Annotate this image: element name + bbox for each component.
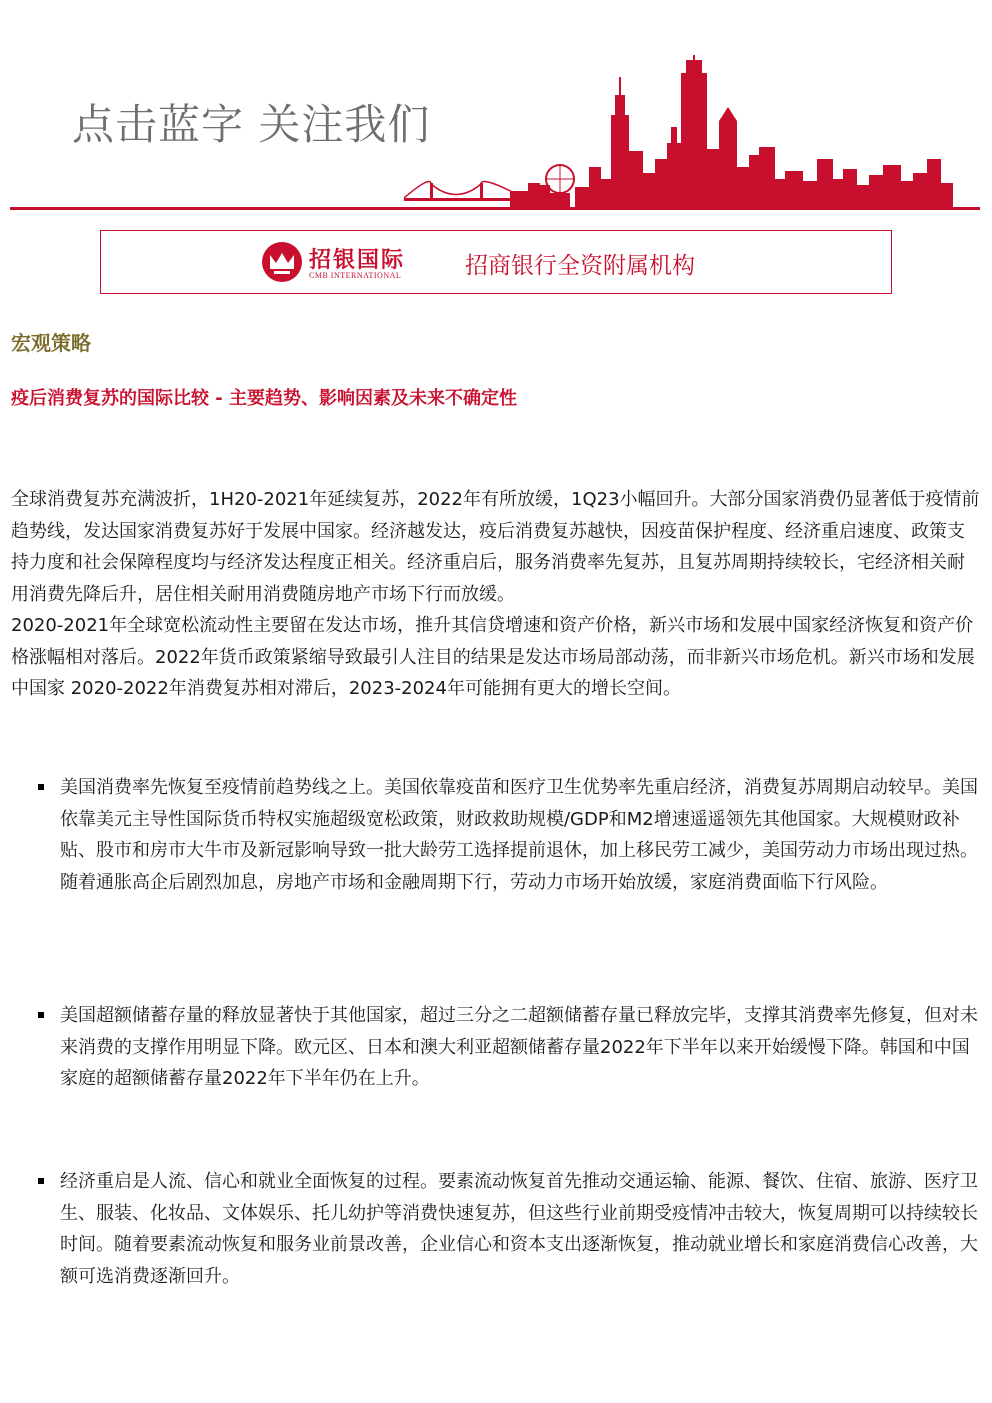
section-label: 宏观策略 [11,331,91,355]
bullet-text [60,1166,980,1292]
bullet-item [38,772,980,898]
bullet-item [38,1166,980,1292]
bullet-body: 美国依靠疫苗和医疗卫生优势率先重启经济，消费复苏周期启动较早。美国依靠美元主导性国际货币特权实施超级宽松政策，财政救助规模/GDP和M2增速遥遥领先其他国家。大规模财政补贴、股市和房市大牛市及新冠影响导致一批大龄劳工选择提前退休，加上移民劳工减少，美国劳动力市场出现过热。随着通胀高企后剧烈加息，房地产市场和金融周期下行，劳动力市场开始放缓，家庭消费面临下行风险。 [60,777,978,893]
intro-paragraph-2: 2020-2021年全球宽松流动性主要留在发达市场，推升其信贷增速和资产价格，新兴市场和发展中国家经济恢复和资产价格涨幅相对落后。2022年货币政策紧缩导致最引人注目的结果是发达市场局部动荡，而非新兴市场危机。新兴市场和发展中国家 2020-2022年消费复苏相对滞后，2023-2024年可能拥有更大的增长空间。 [11,615,975,699]
bullet-square-icon [38,1178,44,1184]
logo-tagline: 招商银行全资附属机构 [465,253,695,279]
cmbi-logo-icon [261,241,303,283]
follow-us-title[interactable]: 点击蓝字 关注我们 [72,100,431,149]
bullet-item [38,1000,980,1095]
header-banner [0,0,992,215]
bullet-body: 美国超额储蓄存量的释放显著快于其他国家，超过三分之二超额储蓄存量已释放完毕，支撑其消费率先修复，但对未来消费的支撑作用明显下降。欧元区、日本和澳大利亚超额储蓄存量2022年下半年以来开始缓慢下降。韩国和中国家庭的超额储蓄存量2022年下半年仍在上升。 [60,1005,978,1089]
intro-paragraph-1: 全球消费复苏充满波折，1H20-2021年延续复苏，2022年有所放缓，1Q23小幅回升。大部分国家消费仍显著低于疫情前趋势线，发达国家消费复苏好于发展中国家。经济越发达，疫后消费复苏越快，因疫苗保护程度、经济重启速度、政策支持力度和社会保障程度均与经济发达程度正相关。经济重启后，服务消费率先复苏，且复苏周期持续较长，宅经济相关耐用消费先降后升，居住相关耐用消费随房地产市场下行而放缓。 [11,489,980,605]
bullet-square-icon [38,784,44,790]
report-title: 疫后消费复苏的国际比较 - 主要趋势、影响因素及未来不确定性 [11,388,518,409]
bullet-square-icon [38,1012,44,1018]
logo-name-en: CMB INTERNATIONAL [309,271,402,280]
logo-name-cn: 招银国际 [309,248,406,273]
bullet-body: 经济重启是人流、信心和就业全面恢复的过程。要素流动恢复首先推动交通运输、能源、餐饮、住宿、旅游、医疗卫生、服装、化妆品、文体娱乐、托儿幼护等消费快速复苏，但这些行业前期受疫情冲击较大，恢复周期可以持续较长时间。随着要素流动恢复和服务业前景改善，企业信心和资本支出逐渐恢复，推动就业增长和家庭消费信心改善，大额可选消费逐渐回升。 [60,1171,978,1287]
bullet-text [60,772,980,898]
city-skyline-illustration [400,55,980,210]
header-divider [10,207,980,210]
intro-summary [11,484,981,705]
bullet-lead: 美国消费率先恢复至疫情前趋势线之上。 [60,777,384,798]
bullet-text [60,1000,980,1095]
cmbi-logo-banner [100,230,892,294]
